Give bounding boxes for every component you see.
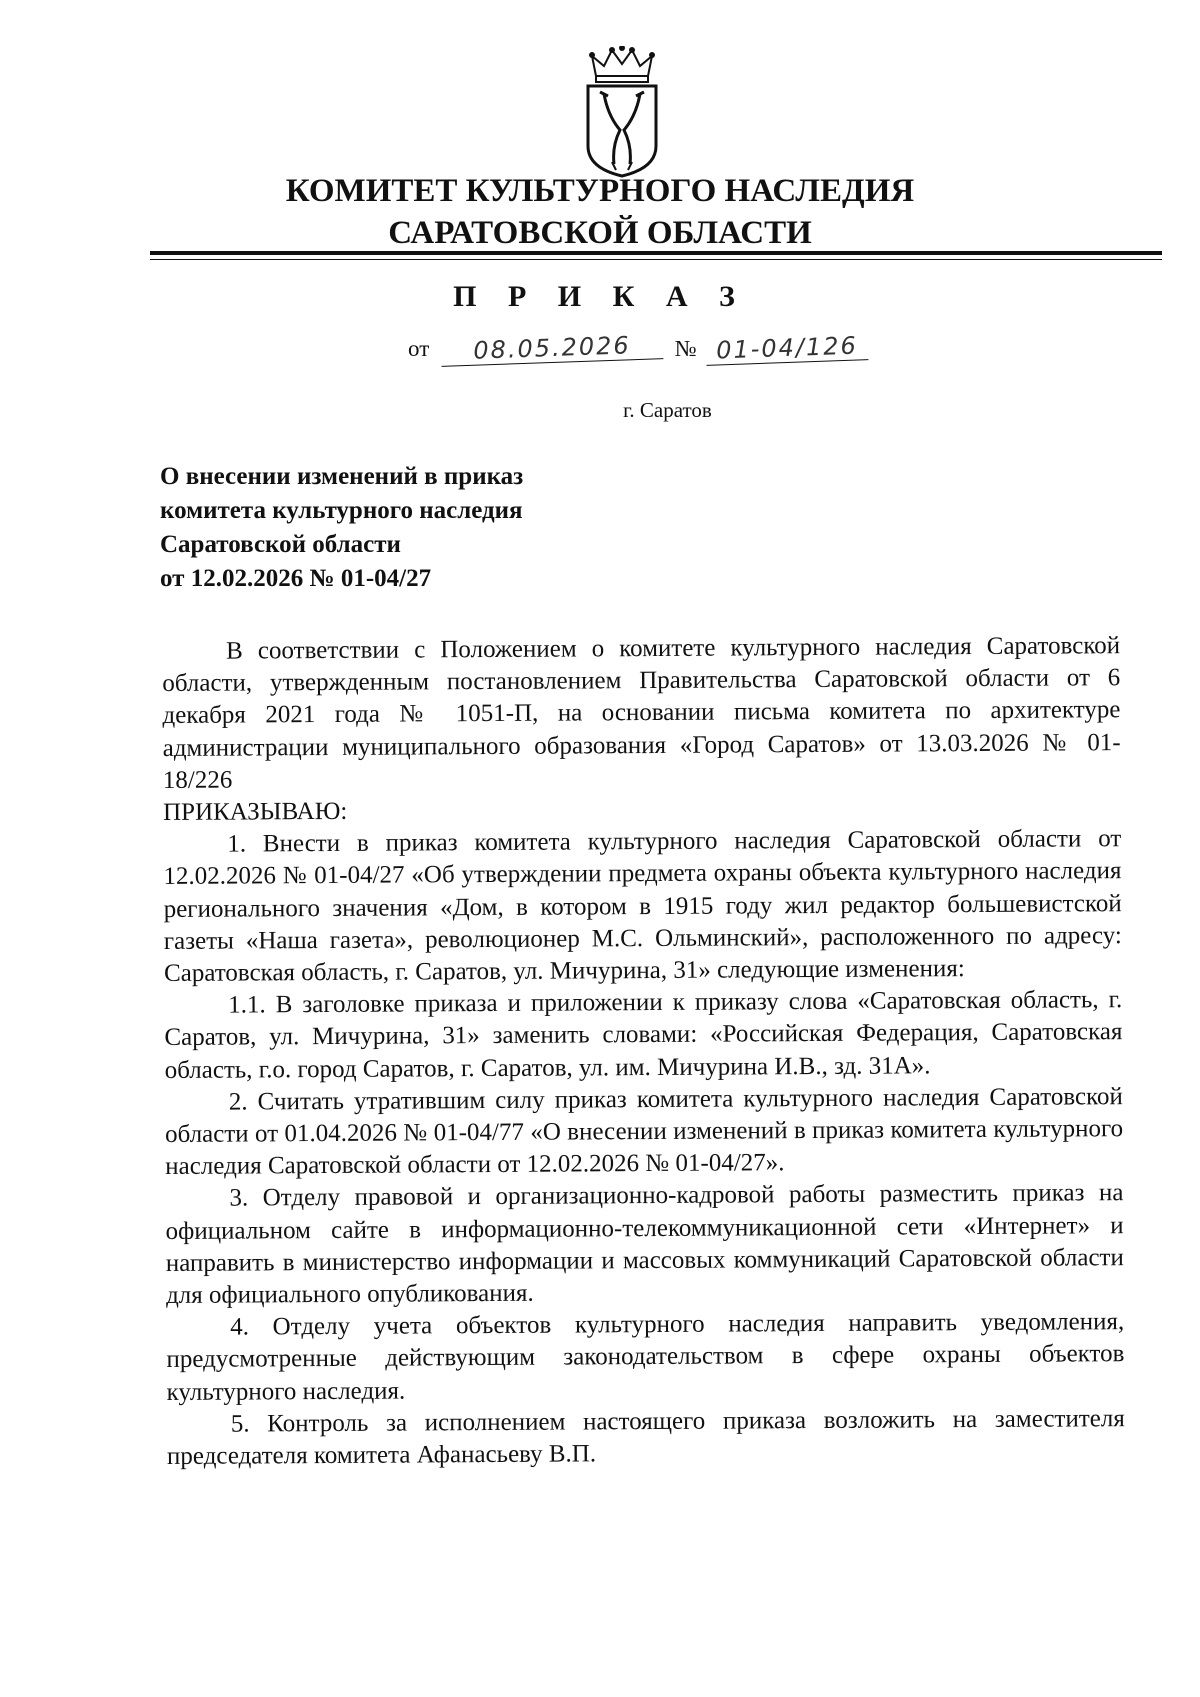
- organization-name: [0, 170, 1200, 254]
- order-subject: [160, 460, 620, 596]
- header-divider-thin: [150, 259, 1162, 260]
- subject-line-3: Саратовской области: [160, 531, 401, 558]
- coat-of-arms-icon: [582, 46, 662, 178]
- order-item-4: 4. Отделу учета объектов культурного наследия направить уведомления, предусмотренные действующим законодательством в сфере охраны объектов культурного наследия.: [166, 1308, 1125, 1406]
- date-label: от: [408, 336, 430, 361]
- subject-line-2: комитета культурного наследия: [160, 497, 523, 524]
- organization-name-line-2: САРАТОВСКОЙ ОБЛАСТИ: [388, 215, 812, 251]
- handwritten-date: 08.05.2026: [441, 330, 664, 367]
- header-divider-thick: [150, 251, 1162, 255]
- subject-line-4: от 12.02.2026 № 01-04/27: [160, 565, 432, 592]
- city-line: г. Саратов: [623, 398, 712, 422]
- date-number-line: [408, 331, 868, 365]
- order-item-2: 2. Считать утратившим силу приказ комитета культурного наследия Саратовской области от 01.04.2026 № 01-04/77 «О внесении изменений в приказ комитета культурного наследия Саратовской области от 12.02.2026 № 01-04/27».: [164, 1082, 1124, 1181]
- number-label: №: [674, 336, 697, 361]
- order-item-5: 5. Контроль за исполнением настоящего приказа возложить на заместителя председателя комитета Афанасьеву В.П.: [166, 1405, 1125, 1471]
- order-keyword: ПРИКАЗЫВАЮ:: [162, 797, 348, 827]
- handwritten-number: 01-04/126: [706, 331, 869, 366]
- order-item-1-1: 1.1. В заголовке приказа и приложении к приказу слова «Саратовская область, г. Саратов, ул. Мичурина, 31» заменить словами: «Российская Федерация, Саратовская область, г.о. город Саратов, г. Саратов, ул. им. Мичурина И.В., зд. 31А».: [164, 986, 1123, 1084]
- order-item-1: 1. Внести в приказ комитета культурного наследия Саратовской области от 12.02.2026 № 01-04/27 «Об утверждении предмета охраны объекта культурного наследия регионального значения «Дом, в котором в 1915 году жил редактор большевистской газеты «Наша газета», революционер М.С. Ольминский», расположенного по адресу: Саратовская область, г. Саратов, ул. Мичурина, 31» следующие изменения:: [163, 825, 1122, 988]
- order-item-3: 3. Отделу правовой и организационно-кадровой работы разместить приказ на официальном сайте в информационно-телекоммуникационной сети «Интернет» и направить в министерство информации и массовых коммуникаций Саратовской области для официального опубликования.: [165, 1179, 1124, 1310]
- subject-line-1: О внесении изменений в приказ: [160, 463, 524, 490]
- document-type-title: П Р И К А З: [453, 280, 747, 313]
- organization-name-line-1: КОМИТЕТ КУЛЬТУРНОГО НАСЛЕДИЯ: [285, 173, 915, 209]
- order-body: [162, 630, 1125, 1473]
- preamble-paragraph: В соответствии с Положением о комитете культурного наследия Саратовской области, утвержденным постановлением Правительства Саратовской области от 6 декабря 2021 года № 1051-П, на основании письма комитета по архитектуре администрации муниципального образования «Город Саратов» от 13.03.2026 № 01-18/226: [162, 632, 1121, 794]
